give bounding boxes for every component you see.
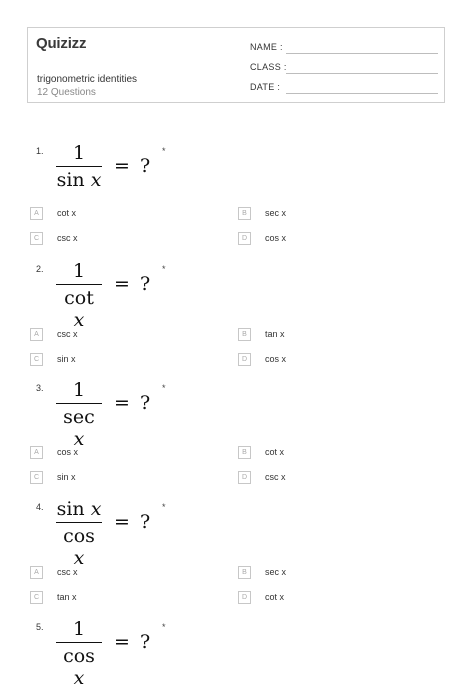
option-a-text[interactable]: cot x	[57, 208, 77, 218]
option-a-letter[interactable]: A	[30, 207, 43, 220]
class-field[interactable]	[286, 73, 438, 74]
name-field[interactable]	[286, 53, 438, 54]
numerator: 1	[72, 379, 86, 401]
numerator: 1	[72, 142, 86, 164]
fraction	[56, 498, 102, 569]
option-c-letter[interactable]: C	[30, 591, 43, 604]
option-a-letter[interactable]: A	[30, 566, 43, 579]
option-a-letter[interactable]: A	[30, 328, 43, 341]
option-d-letter[interactable]: D	[238, 353, 251, 366]
option-a-text[interactable]: cos x	[57, 447, 79, 457]
equals-sign: =	[114, 631, 130, 653]
fraction-bar	[56, 403, 102, 404]
quizizz-logo: Quizizz	[36, 35, 87, 52]
question-number: 4.	[36, 502, 44, 512]
option-c-text[interactable]: sin x	[57, 472, 76, 482]
option-a-letter[interactable]: A	[30, 446, 43, 459]
option-d-text[interactable]: cos x	[265, 233, 287, 243]
option-b-letter[interactable]: B	[238, 207, 251, 220]
equals-sign: =	[114, 511, 130, 533]
numerator: 1	[72, 260, 86, 282]
question-count: 12 Questions	[37, 87, 96, 98]
fraction	[56, 260, 102, 331]
option-d-letter[interactable]: D	[238, 471, 251, 484]
option-d-text[interactable]: csc x	[265, 472, 286, 482]
fraction	[56, 142, 102, 191]
denominator: sec x	[63, 406, 95, 450]
worksheet-title: trigonometric identities	[37, 74, 138, 85]
date-field[interactable]	[286, 93, 438, 94]
question-number: 2.	[36, 264, 44, 274]
option-d-letter[interactable]: D	[238, 232, 251, 245]
option-c-letter[interactable]: C	[30, 232, 43, 245]
question-number: 1.	[36, 146, 44, 156]
option-c-letter[interactable]: C	[30, 471, 43, 484]
option-b-letter[interactable]: B	[238, 446, 251, 459]
required-star: *	[162, 502, 166, 512]
option-d-text[interactable]: cot x	[265, 592, 285, 602]
denominator: cos x	[63, 645, 95, 689]
option-b-text[interactable]: cot x	[265, 447, 285, 457]
fraction-bar	[56, 642, 102, 643]
option-c-text[interactable]: sin x	[57, 354, 76, 364]
unknown-mark: ?	[140, 155, 151, 177]
option-b-text[interactable]: sec x	[265, 567, 287, 577]
option-d-letter[interactable]: D	[238, 591, 251, 604]
equals-sign: =	[114, 273, 130, 295]
fraction	[56, 618, 102, 689]
option-a-text[interactable]: csc x	[57, 329, 78, 339]
option-b-text[interactable]: sec x	[265, 208, 287, 218]
worksheet-header	[27, 27, 445, 103]
equals-sign: =	[114, 392, 130, 414]
denominator: cos x	[63, 525, 95, 569]
denominator: cot x	[64, 287, 94, 331]
equals-sign: =	[114, 155, 130, 177]
unknown-mark: ?	[140, 273, 151, 295]
option-c-text[interactable]: csc x	[57, 233, 78, 243]
fraction-bar	[56, 166, 102, 167]
option-c-letter[interactable]: C	[30, 353, 43, 366]
option-b-text[interactable]: tan x	[265, 329, 285, 339]
numerator: 1	[72, 618, 86, 640]
numerator: sin x	[56, 498, 102, 520]
option-c-text[interactable]: tan x	[57, 592, 77, 602]
question-number: 5.	[36, 622, 44, 632]
required-star: *	[162, 146, 166, 156]
unknown-mark: ?	[140, 511, 151, 533]
option-d-text[interactable]: cos x	[265, 354, 287, 364]
fraction	[56, 379, 102, 450]
unknown-mark: ?	[140, 631, 151, 653]
required-star: *	[162, 383, 166, 393]
option-b-letter[interactable]: B	[238, 328, 251, 341]
question-number: 3.	[36, 383, 44, 393]
required-star: *	[162, 622, 166, 632]
required-star: *	[162, 264, 166, 274]
unknown-mark: ?	[140, 392, 151, 414]
denominator: sin x	[56, 169, 102, 191]
class-label: CLASS :	[250, 62, 287, 72]
option-b-letter[interactable]: B	[238, 566, 251, 579]
option-a-text[interactable]: csc x	[57, 567, 78, 577]
date-label: DATE :	[250, 82, 281, 92]
fraction-bar	[56, 522, 102, 523]
fraction-bar	[56, 284, 102, 285]
name-label: NAME :	[250, 42, 283, 52]
